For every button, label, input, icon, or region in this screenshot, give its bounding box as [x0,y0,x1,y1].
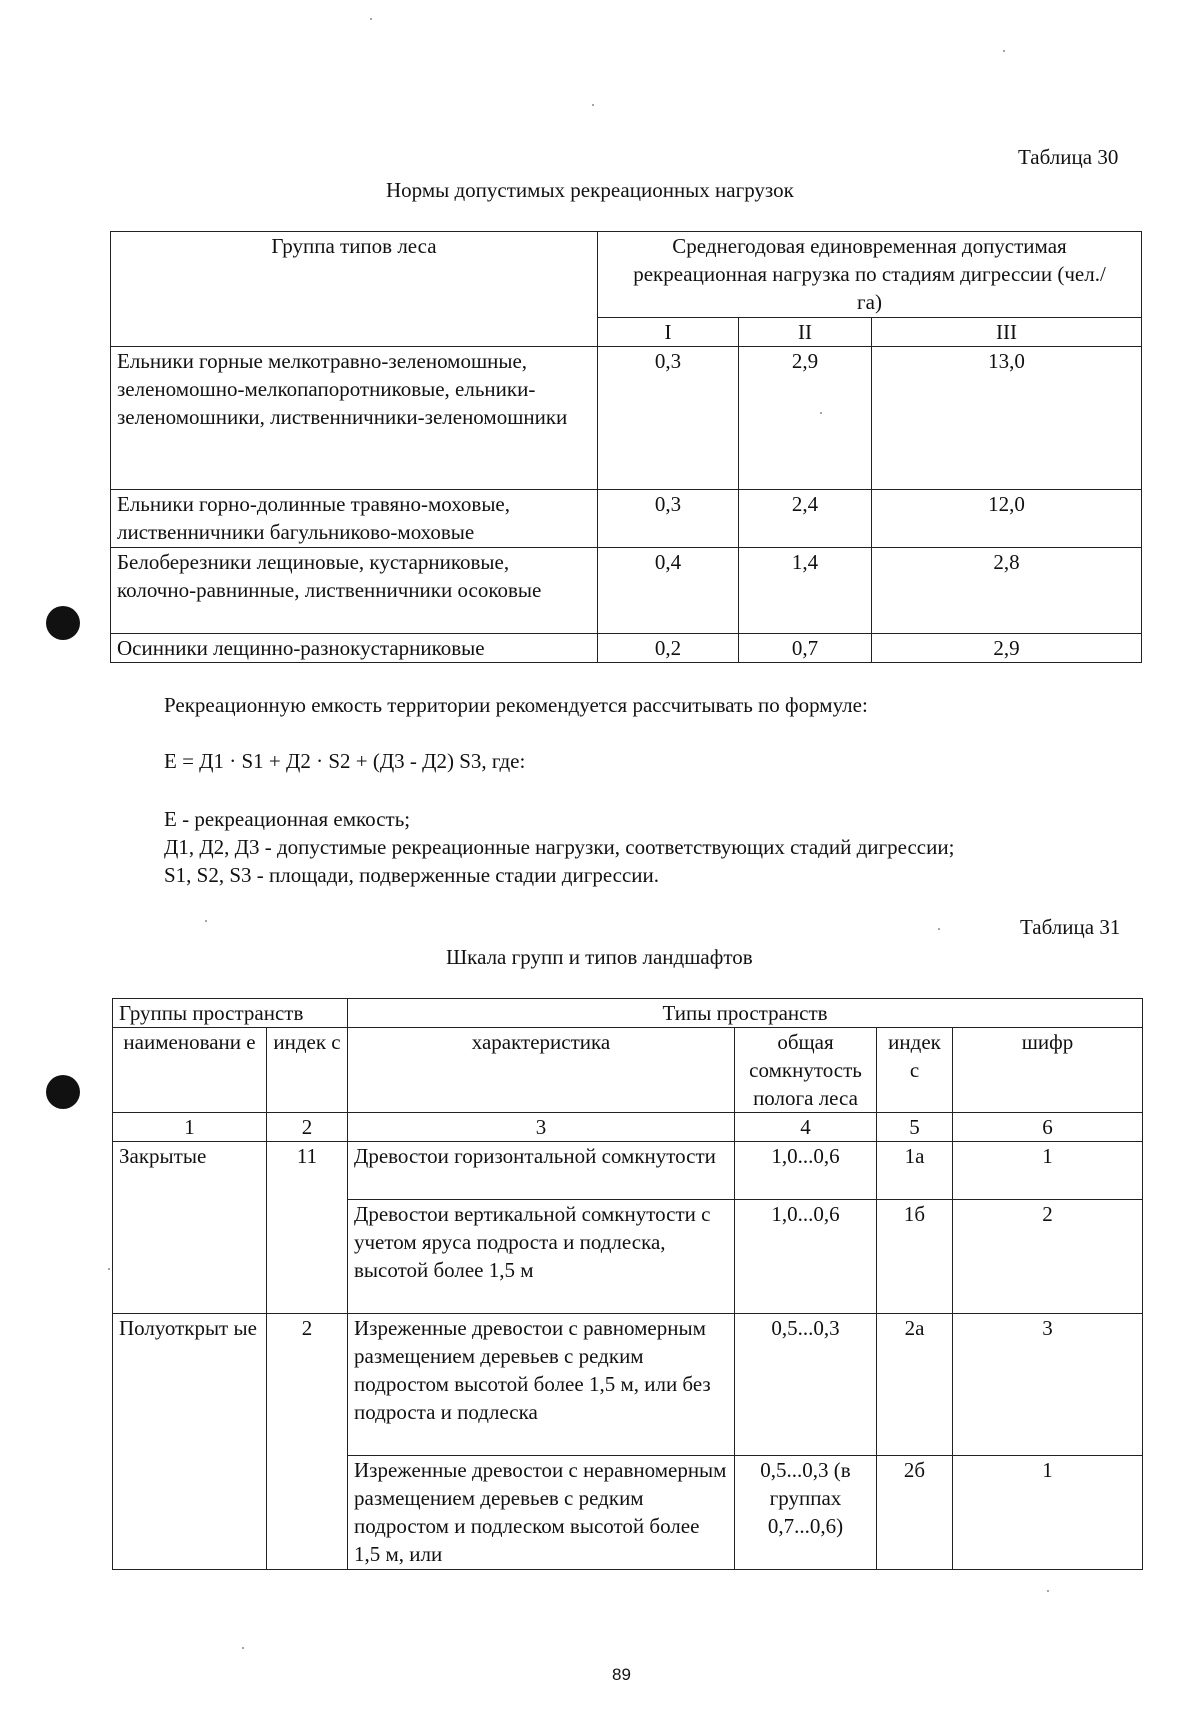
formula-intro: Рекреационную емкость территории рекомендуется рассчитывать по формуле: [164,693,868,717]
load-value: 1,4 [739,548,872,634]
forest-group: Ельники горно-долинные травяно-моховые, лиственничники багульниково-моховые [111,490,598,548]
scan-speck [938,928,940,930]
column-number: 2 [267,1113,348,1142]
type-index: 1а [877,1142,953,1200]
type-characteristic: Изреженные древостои с неравномерным размещением деревьев с редким подростом и подлеском высотой более 1,5 м, или [348,1456,735,1570]
header-types: Типы пространств [348,999,1143,1028]
scan-speck [242,1647,244,1649]
group-index: 2 [267,1314,348,1570]
table-row [111,490,1142,548]
type-index: 1б [877,1200,953,1314]
header-index: индек с [267,1028,348,1113]
header-characteristic: характеристика [348,1028,735,1113]
table-row [113,1142,1143,1200]
load-value: 2,9 [872,634,1142,663]
table30 [110,231,1142,663]
type-density: 1,0...0,6 [735,1200,877,1314]
column-number: 6 [953,1113,1143,1142]
load-value: 2,9 [739,347,872,490]
load-value: 0,3 [598,490,739,548]
scan-speck [370,18,372,20]
table-row [111,634,1142,663]
table30-header-load: Среднегодовая единовременная допустимая рекреационная нагрузка по стадиям дигрессии (чел./га) [598,232,1142,318]
type-code: 1 [953,1142,1143,1200]
type-index: 2б [877,1456,953,1570]
forest-group: Ельники горные мелкотравно-зеленомошные, зеленомошно-мелкопапоротниковые, ельники-зеленомошники, лиственничники-зеленомошники [111,347,598,490]
type-characteristic: Древостои вертикальной сомкнутости с учетом яруса подроста и подлеска, высотой более 1,5 м [348,1200,735,1314]
table31 [112,998,1143,1570]
load-value: 2,8 [872,548,1142,634]
scan-speck [205,920,207,922]
load-value: 0,2 [598,634,739,663]
table30-header-group: Группа типов леса [111,232,598,347]
page-number: 89 [612,1665,631,1684]
table30-stage: I [598,318,739,347]
load-value: 12,0 [872,490,1142,548]
type-code: 2 [953,1200,1143,1314]
load-value: 0,4 [598,548,739,634]
table30-label: Таблица 30 [1018,145,1119,169]
table-row [113,1314,1143,1456]
load-value: 13,0 [872,347,1142,490]
table30-title: Нормы допустимых рекреационных нагрузок [386,178,794,202]
table31-label: Таблица 31 [1020,915,1121,939]
type-code: 3 [953,1314,1143,1456]
load-value: 0,7 [739,634,872,663]
type-characteristic: Древостои горизонтальной сомкнутости [348,1142,735,1200]
definition-d: Д1, Д2, Д3 - допустимые рекреационные нагрузки, соответствующих стадий дигрессии; [164,835,955,859]
column-number: 1 [113,1113,267,1142]
header-code: шифр [953,1028,1143,1113]
header-name: наименовани е [113,1028,267,1113]
type-characteristic: Изреженные древостои с равномерным размещением деревьев с редким подростом высотой более 1,5 м, или без подроста и подлеска [348,1314,735,1456]
type-density: 0,5...0,3 [735,1314,877,1456]
punch-hole-bottom [46,1075,80,1109]
group-index: 11 [267,1142,348,1314]
forest-group: Белоберезники лещиновые, кустарниковые, колочно-равнинные, лиственничники осоковые [111,548,598,634]
group-name: Закрытые [113,1142,267,1314]
type-code: 1 [953,1456,1143,1570]
column-number: 4 [735,1113,877,1142]
scan-speck [1047,1590,1049,1592]
scan-speck [108,1268,110,1270]
table30-stage: III [872,318,1142,347]
type-index: 2а [877,1314,953,1456]
forest-group: Осинники лещинно-разнокустарниковые [111,634,598,663]
table-row [111,548,1142,634]
table30-stage: II [739,318,872,347]
type-density: 1,0...0,6 [735,1142,877,1200]
header-index: индек с [877,1028,953,1113]
load-value: 2,4 [739,490,872,548]
group-name: Полуоткрыт ые [113,1314,267,1570]
load-value: 0,3 [598,347,739,490]
definition-s: S1, S2, S3 - площади, подверженные стадии дигрессии. [164,863,660,887]
type-density: 0,5...0,3 (в группах 0,7...0,6) [735,1456,877,1570]
table31-title: Шкала групп и типов ландшафтов [446,945,753,969]
definition-e: Е - рекреационная емкость; [164,807,411,831]
scan-speck [592,104,594,106]
header-groups: Группы пространств [113,999,348,1028]
header-density: общая сомкнутость полога леса [735,1028,877,1113]
scan-speck [1003,50,1005,52]
column-number: 5 [877,1113,953,1142]
punch-hole-top [46,606,80,640]
formula: Е = Д1 · S1 + Д2 · S2 + (Д3 - Д2) S3, где: [164,749,526,773]
table-row [111,347,1142,490]
column-number: 3 [348,1113,735,1142]
